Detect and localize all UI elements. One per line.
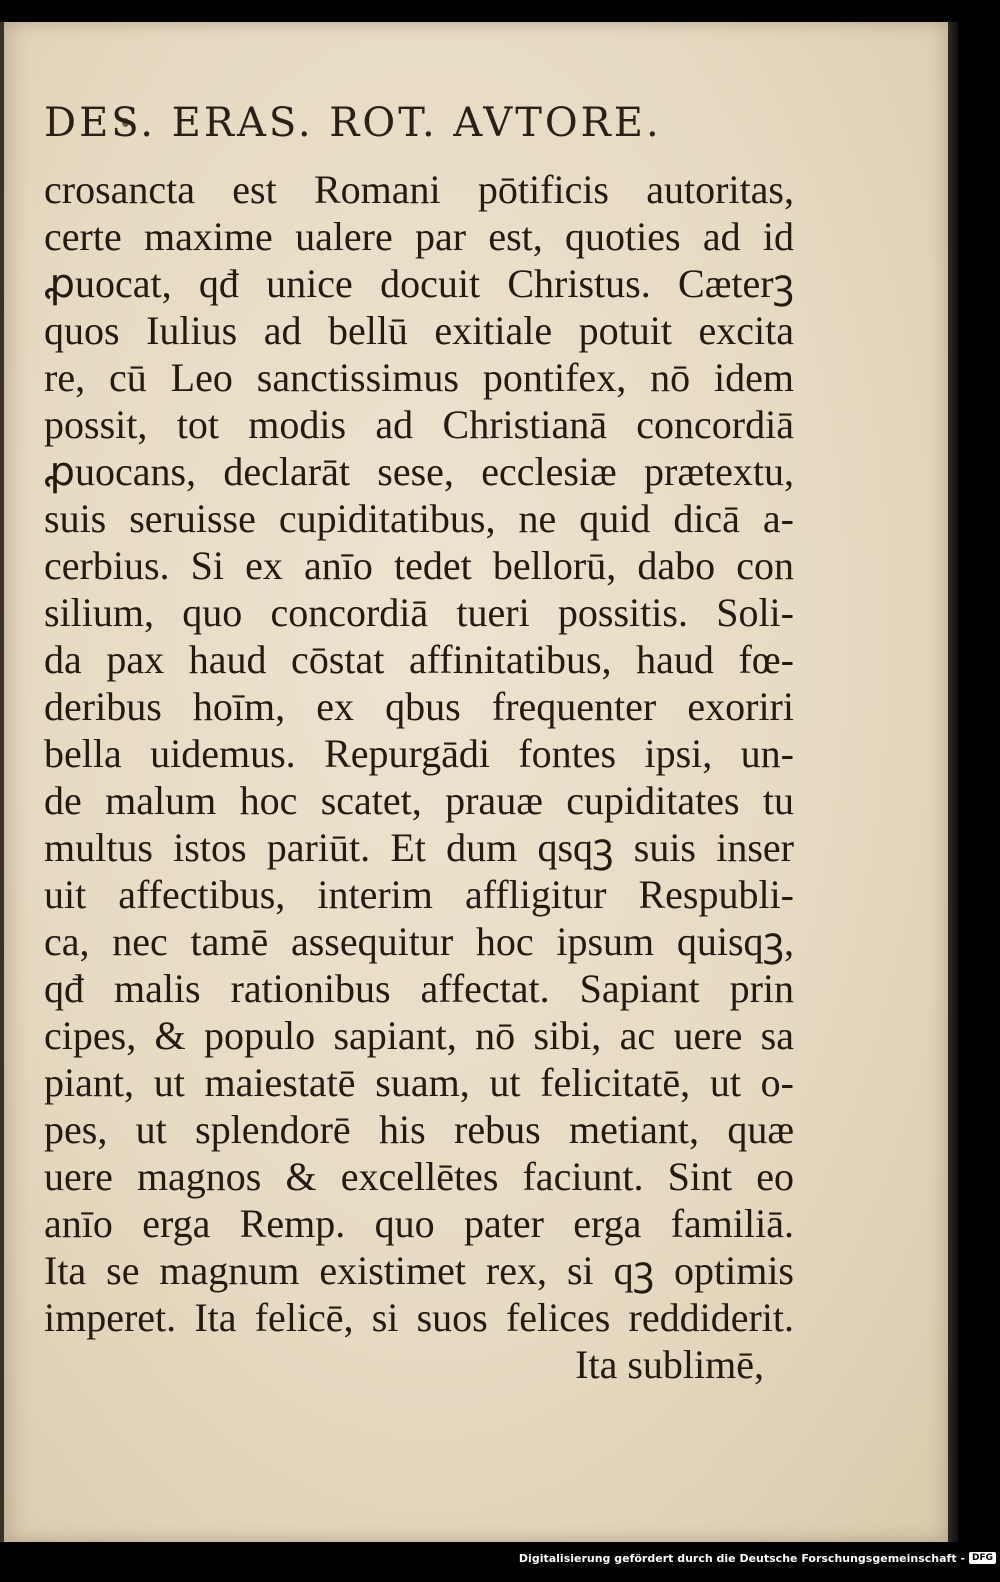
text-line: pes, ut splendorē his rebus metiant, quæ	[44, 1107, 794, 1152]
text-line: ꝓuocans, declarāt sese, ecclesiæ prætextu,	[44, 449, 794, 494]
text-line: possit, tot modis ad Christianā concordiā	[44, 402, 794, 447]
text-line: cipes, & populo sapiant, nō sibi, ac uere sa	[44, 1013, 794, 1058]
text-line: multus istos pariūt. Et dum qsqꝫ suis inser	[44, 825, 794, 870]
text-line: imperet. Ita felicē, si suos felices reddiderit.	[44, 1295, 794, 1340]
text-line: uit affectibus, interim affligitur Respubli-	[44, 872, 794, 917]
running-head: DES. ERAS. ROT. AVTORE.	[44, 100, 662, 146]
text-line: suis seruisse cupiditatibus, ne quid dicā a-	[44, 496, 794, 541]
funding-credit: Digitalisierung gefördert durch die Deutsche Forschungsgemeinschaft -	[518, 1551, 965, 1565]
text-line: Ita sublimē,	[575, 1342, 764, 1387]
text-line: crosancta est Romani pōtificis autoritas,	[44, 167, 794, 212]
digitization-footer	[518, 1548, 1000, 1568]
text-line: da pax haud cōstat affinitatibus, haud fœ-	[44, 637, 794, 682]
text-line: bella uidemus. Repurgādi fontes ipsi, un-	[44, 731, 794, 776]
text-line: anīo erga Remp. quo pater erga familiā.	[44, 1201, 794, 1246]
text-line: deribus hoīm, ex qbus frequenter exoriri	[44, 684, 794, 729]
text-line: Ita se magnum existimet rex, si qꝫ optimis	[44, 1248, 794, 1293]
text-line: qđ malis rationibus affectat. Sapiant prin	[44, 966, 794, 1011]
text-line: quos Iulius ad bellū exitiale potuit excita	[44, 308, 794, 353]
text-line: ca, nec tamē assequitur hoc ipsum quisqꝫ,	[44, 919, 794, 964]
text-line: uere magnos & excellētes faciunt. Sint eo	[44, 1154, 794, 1199]
text-line: ꝓuocat, qđ unice docuit Christus. Cæterꝫ	[44, 261, 794, 306]
text-line: silium, quo concordiā tueri possitis. Soli-	[44, 590, 794, 635]
text-line: piant, ut maiestatē suam, ut felicitatē, ut o-	[44, 1060, 794, 1105]
text-line: re, cū Leo sanctissimus pontifex, nō idem	[44, 355, 794, 400]
book-gutter	[948, 22, 958, 1542]
dfg-logo: DFG	[969, 1552, 996, 1564]
text-line: cerbius. Si ex anīo tedet bellorū, dabo con	[44, 543, 794, 588]
text-line: certe maxime ualere par est, quoties ad id	[44, 214, 794, 259]
body-text	[44, 166, 794, 1388]
text-line: de malum hoc scatet, prauæ cupiditates tu	[44, 778, 794, 823]
